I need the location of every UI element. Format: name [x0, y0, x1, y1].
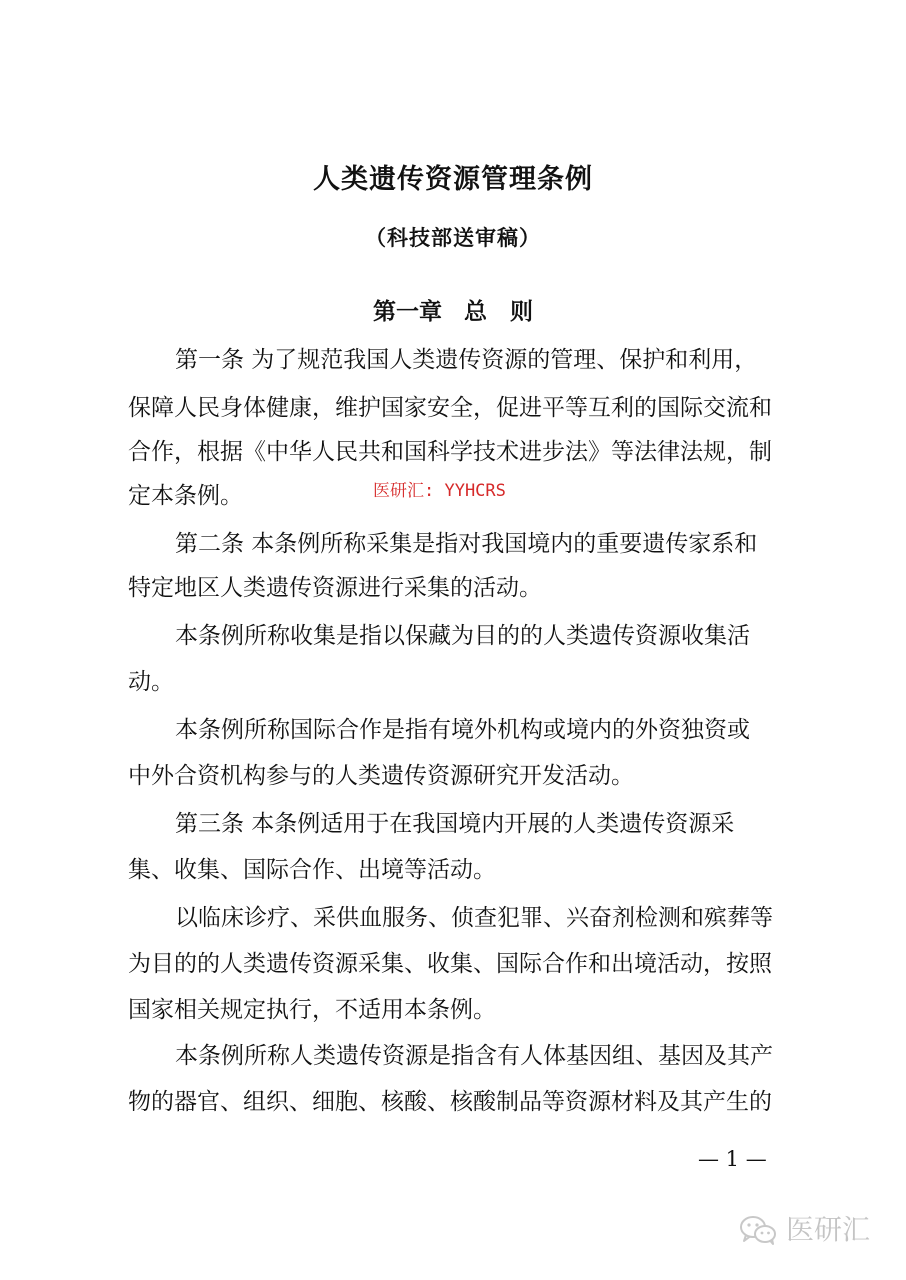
watermark-text: 医研汇: YYHCRS — [373, 481, 506, 501]
body-line: 本条例所称人类遗传资源是指含有人体基因组、基因及其产 — [175, 1043, 773, 1069]
page-number: — 1 — — [698, 1147, 767, 1171]
brand-watermark — [738, 1210, 870, 1250]
document-title: 人类遗传资源管理条例 — [313, 164, 593, 195]
body-line: 集、收集、国际合作、出境等活动。 — [128, 857, 496, 883]
chapter-name: 总 则 — [464, 299, 533, 325]
body-line: 物的器官、组织、细胞、核酸、核酸制品等资源材料及其产生的 — [128, 1089, 772, 1115]
body-line: 第二条 本条例所称采集是指对我国境内的重要遗传家系和 — [175, 531, 758, 557]
chapter-number: 第一章 — [373, 299, 442, 325]
chapter-heading — [0, 292, 906, 332]
body-line: 动。 — [128, 669, 174, 695]
body-line: 定本条例。 — [128, 483, 243, 509]
body-line: 保障人民身体健康，维护国家安全，促进平等互利的国际交流和 — [128, 395, 772, 421]
body-line: 合作，根据《中华人民共和国科学技术进步法》等法律法规，制 — [128, 439, 772, 465]
body-line: 本条例所称国际合作是指有境外机构或境内的外资独资或 — [175, 717, 750, 743]
body-line: 中外合资机构参与的人类遗传资源研究开发活动。 — [128, 763, 634, 789]
body-line: 为目的的人类遗传资源采集、收集、国际合作和出境活动，按照 — [128, 951, 772, 977]
wechat-icon — [738, 1214, 778, 1246]
body-line: 特定地区人类遗传资源进行采集的活动。 — [128, 575, 542, 601]
body-line: 第三条 本条例适用于在我国境内开展的人类遗传资源采 — [175, 811, 735, 837]
document-subtitle: （科技部送审稿） — [365, 226, 541, 250]
body-line: 以临床诊疗、采供血服务、侦查犯罪、兴奋剂检测和殡葬等 — [175, 905, 773, 931]
body-line: 本条例所称收集是指以保藏为目的的人类遗传资源收集活 — [175, 623, 750, 649]
body-line: 国家相关规定执行，不适用本条例。 — [128, 997, 496, 1023]
body-line: 第一条 为了规范我国人类遗传资源的管理、保护和利用， — [175, 347, 758, 373]
brand-name: 医研汇 — [786, 1213, 871, 1246]
